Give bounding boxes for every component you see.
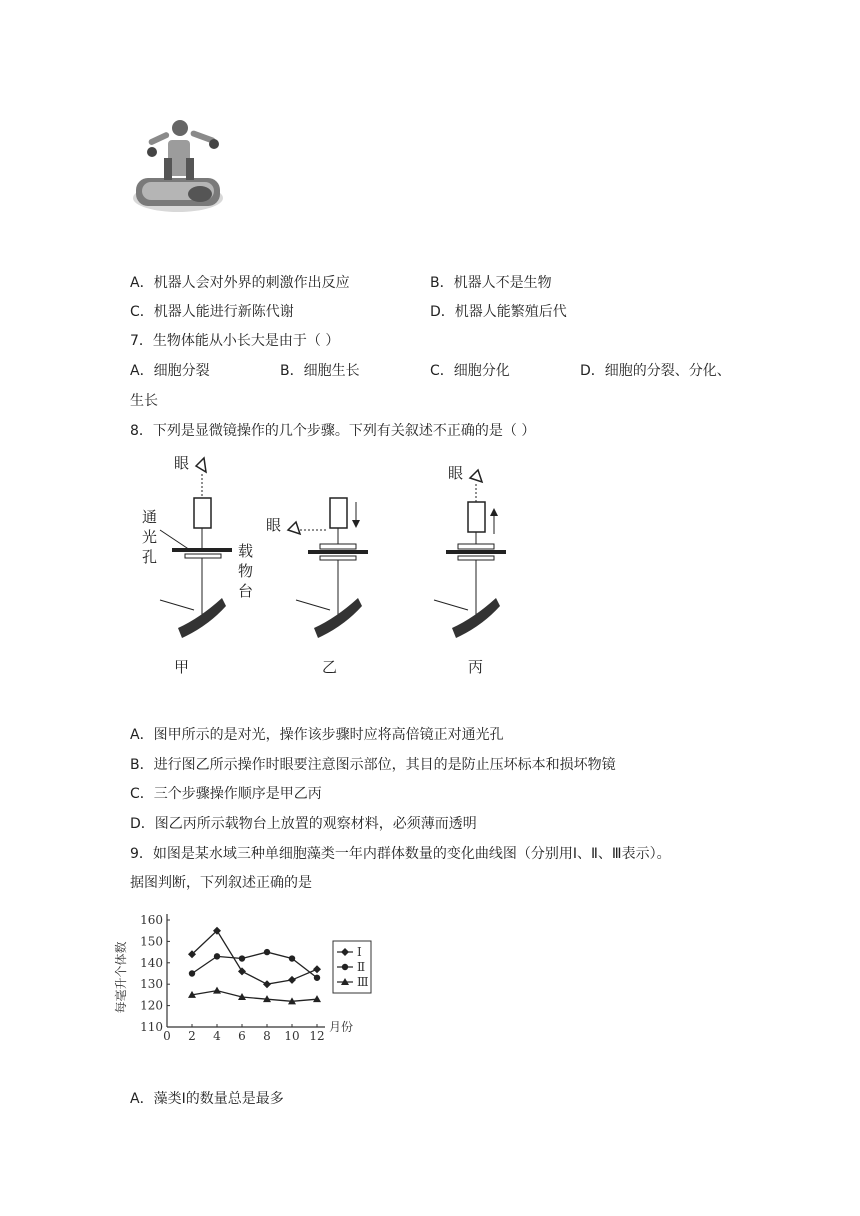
x-axis-label: 月份 [329,1020,354,1034]
series-2-point [264,949,270,955]
legend-label: Ⅰ [357,945,362,959]
series-1-point [288,976,296,984]
eye-icon [470,470,482,482]
eye-label-yi: 眼 [266,516,282,534]
x-tick-label: 12 [309,1029,325,1043]
eye-label-jia: 眼 [174,454,190,472]
x-tick-label: 8 [263,1029,271,1043]
series-line-3 [192,991,317,1002]
q9-stem-line2: 据图判断，下列叙述正确的是 [130,875,312,891]
x-tick-label: 10 [284,1029,300,1043]
q7-stem: 7．生物体能从小长大是由于（ ） [130,333,340,349]
q6-option-a: A．机器人会对外界的刺激作出反应 [130,275,350,291]
stage [446,550,506,554]
q8-option-d: D．图乙丙所示载物台上放置的观察材料，必须薄而透明 [130,816,477,832]
panel-yi [266,498,368,676]
eye-label-bing: 眼 [448,464,464,482]
q8-option-a: A．图甲所示的是对光，操作该步骤时应将高倍镜正对通光孔 [130,727,504,743]
y-tick-label: 150 [140,934,163,949]
series-3-point [213,987,221,994]
q7-option-d-continued: 生长 [130,393,158,409]
q7-option-c: C．细胞分化 [430,363,510,379]
microscope-figure [130,450,530,690]
legend-label: Ⅲ [357,975,369,989]
panel-bing [434,464,506,676]
series-line-2 [192,952,317,978]
robot-picture [128,118,228,218]
x-tick-label: 4 [213,1029,221,1043]
q7-option-a: A．细胞分裂 [130,363,210,379]
objective-lens [194,498,211,528]
light-ray [160,600,194,610]
objective-lens [468,502,485,532]
q8-stem: 8．下列是显微镜操作的几个步骤。下列有关叙述不正确的是（ ） [130,423,536,439]
series-2-point [189,970,195,976]
x-tick-label: 2 [188,1029,196,1043]
aperture-label-2: 光 [142,528,158,546]
series-1-point [263,980,271,988]
x-tick-label: 0 [163,1029,171,1043]
series-line-1 [192,931,317,985]
aperture-label-3: 孔 [142,548,158,566]
series-1-point [238,967,246,975]
caption-bing: 丙 [468,658,484,676]
panel-jia [142,454,253,676]
series-1-point [313,965,321,973]
series-2-point [314,975,320,981]
eye-icon [288,522,300,534]
series-2-point [239,955,245,961]
legend-label: Ⅱ [357,960,366,974]
q6-option-d: D．机器人能繁殖后代 [430,304,567,320]
y-tick-label: 120 [140,998,163,1013]
eye-icon [196,458,206,472]
series-2-point [289,955,295,961]
q7-option-b: B．细胞生长 [280,363,360,379]
algae-population-chart [114,905,375,1045]
caption-yi: 乙 [322,658,338,676]
objective-lens [330,498,347,528]
caption-jia: 甲 [174,658,190,676]
q9-option-a: A．藻类Ⅰ的数量总是最多 [130,1091,284,1107]
y-axis-label: 每毫升个体数 [114,941,128,1014]
stage [172,548,232,552]
legend-marker [342,964,348,970]
y-tick-label: 160 [140,913,163,927]
x-tick-label: 6 [238,1029,246,1043]
aperture-label-1: 通 [142,508,158,526]
q6-option-b: B．机器人不是生物 [430,275,552,291]
q8-option-b: B．进行图乙所示操作时眼要注意图示部位，其目的是防止压坏标本和损坏物镜 [130,757,616,773]
stage-label-2: 物 [238,562,254,580]
stage-label-3: 台 [238,582,254,600]
q8-option-c: C．三个步骤操作顺序是甲乙丙 [130,786,322,802]
series-3-point [313,995,321,1002]
y-tick-label: 140 [140,955,163,970]
q6-option-c: C．机器人能进行新陈代谢 [130,304,294,320]
stage-label-1: 载 [238,542,254,560]
series-2-point [214,953,220,959]
q9-stem-line1: 9．如图是某水域三种单细胞藻类一年内群体数量的变化曲线图（分别用Ⅰ、Ⅱ、Ⅲ表示）。 [130,846,671,862]
y-tick-label: 110 [140,1020,163,1034]
q7-option-d: D．细胞的分裂、分化、 [580,363,731,379]
stage [308,550,368,554]
y-tick-label: 130 [140,977,163,992]
